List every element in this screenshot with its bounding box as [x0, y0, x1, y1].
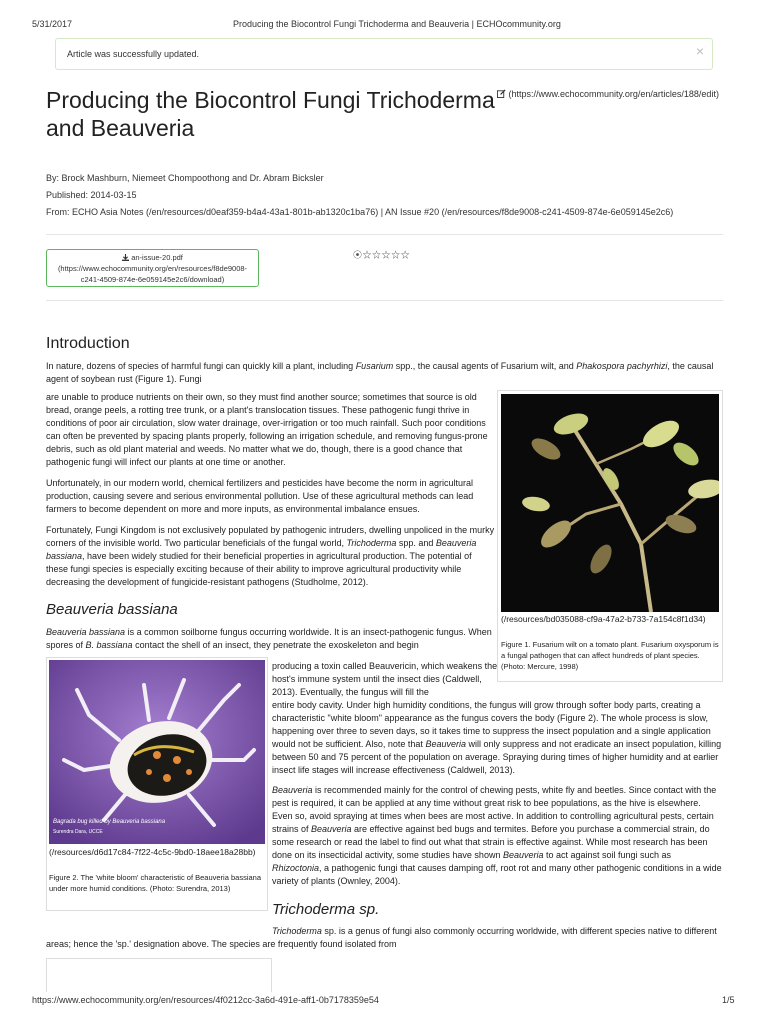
figure-2	[46, 657, 268, 911]
print-page-number: 1/5	[722, 995, 735, 1005]
section-heading-trichoderma: Trichoderma sp.	[272, 901, 380, 918]
published-date: Published: 2014-03-15	[46, 190, 137, 200]
star-rating[interactable]	[353, 249, 410, 262]
alert-message: Article was successfully updated.	[67, 49, 200, 59]
star-icon[interactable]: ☆	[400, 250, 411, 260]
figure-1-caption: Figure 1. Fusarium wilt on a tomato plant. Fusarium oxysporum is a fungal pathogen that can affect hundreds of plant species. (Photo: Mercure, 1998)	[501, 640, 719, 671]
divider	[46, 300, 723, 301]
figure-2-caption: Figure 2. The 'white bloom' characteristic of Beauveria bassiana under more humid conditions. (Photo: Surendra, 2013)	[49, 873, 261, 893]
download-url-1: (https://www.echocommunity.org/en/resources/f8de9008-	[57, 264, 248, 273]
success-alert	[55, 38, 713, 70]
download-url-2: c241-4509-874e-6e059145e2c6/download)	[80, 275, 225, 284]
star-icon[interactable]: ☆	[362, 250, 373, 260]
trichoderma-paragraph-1a: Trichoderma sp. is a genus of fungi also commonly occurring worldwide, with different species native to different	[272, 926, 717, 936]
beauveria-paragraph-2a: producing a toxin called Beauvericin, which weakens the host's immune system until the insect dies (Caldwell, 2013). Eventually, the fungus will fill the	[272, 661, 498, 697]
section-heading-introduction: Introduction	[46, 335, 130, 352]
beauveria-paragraph-1: Beauveria bassiana is a common soilborne fungus occurring worldwide. It is an insect-pathogenic fungus. When spores of B. bassiana contact the shell of an insect, they penetrate the exoskeleton and begin	[46, 627, 492, 650]
photo-label: Bagrada bug killed by Beauveria bassiana	[53, 819, 166, 825]
star-icon[interactable]: ☆	[372, 250, 382, 260]
beauveria-paragraph-3: Beauveria is recommended mainly for the control of chewing pests, white fly and beetles. Since contact with the pest is required, it can be applied at any time without great risk to bee populations, as the hive is elsewhere. Even so, avoid spraying at times when bees are most active. In addition to controlling agricultural pests, certain strains of Beauveria are effective against bed bugs and termites. Before you purchase a commercial strain, do some research or read the label to find out what that strain is effective against. While most research has been done on its insecticidal activity, some studies have shown Beauveria to act against soil fungi such as Rhizoctonia, a pathogenic fungi that causes damping off, root rot and many other pathogenic conditions in a wide variety of plants (Ownley, 2004).	[272, 785, 722, 886]
rating-reset-icon[interactable]: ⦿	[353, 250, 363, 260]
print-date: 5/31/2017	[32, 19, 73, 29]
download-icon	[122, 253, 131, 262]
star-icon[interactable]: ☆	[391, 250, 401, 260]
star-icon[interactable]: ☆	[381, 250, 392, 260]
beauveria-paragraph-2b: entire body cavity. Under high humidity conditions, the fungus will grow through softer body parts, creating a characteristic "white bloom" appearance as the fungus covers the body (Figure 2). The whole process is slow, happening over three to seven days, so it takes time to suppress the insect population and a single application would not be sufficient. Also, note that Beauveria will only suppress and not eradicate an insect population, killing between 50 and 75 percent of the population on average. Spraying during times of higher humidity and at earlier insect life stages will increase effectiveness (Caldwell, 2013).	[272, 700, 722, 775]
intro-paragraph-4: Fortunately, Fungi Kingdom is not exclusively populated by pathogenic intruders, dwelling unpoliced in the murky corners of the invisible world. Two particular beneficials of the fungal world, Trichoderma spp. and Beauveria bassiana, have been widely studied for their beneficial properties in agricultural production. The potential of these fungi species is especially exciting because of their ability to improve agricultural productivity while decreasing the development of fungicide-resistant pathogens (Studholme, 2012).	[46, 525, 495, 587]
authors: By: Brock Mashburn, Niemeet Chompoothong and Dr. Abram Bicksler	[46, 173, 324, 183]
intro-paragraph-3: Unfortunately, in our modern world, chemical fertilizers and pesticides have become the norm in agricultural production, causing severe and serious environmental pollution. Use of these agricultural methods can lead farmers to become dependent on more and more inputs, as environmental imbalance ensues.	[46, 478, 474, 514]
close-icon[interactable]: ×	[695, 43, 704, 59]
section-heading-beauveria: Beauveria bassiana	[46, 601, 178, 618]
print-doc-title: Producing the Biocontrol Fungi Trichoderma and Beauveria | ECHOcommunity.org	[233, 19, 561, 29]
download-pdf-button[interactable]	[46, 249, 259, 287]
figure-1	[497, 390, 723, 682]
figure-1-link[interactable]: (/resources/bd035088-cf9a-47a2-b733-7a154c8f1d34)	[501, 614, 706, 624]
page-title: Producing the Biocontrol Fungi Trichoderma and Beauveria	[46, 87, 495, 141]
trichoderma-paragraph-1b: areas; hence the 'sp.' designation above. The species are frequently found isolated from	[46, 939, 397, 949]
figure-3-placeholder	[46, 958, 272, 992]
source-line: From: ECHO Asia Notes (/en/resources/d0eaf359-b4a4-43a1-801b-ab1320c1ba76) | AN Issue #20 (/en/resources/f8de9008-c241-4509-874e-6e059145e2c6)	[46, 207, 674, 217]
trichoderma-text: sp. is a genus of fungi also commonly occurring worldwide, with different species native to different	[321, 926, 717, 936]
figure-2-link[interactable]: (/resources/d6d17c84-7f22-4c5c-9bd0-18aee18a28bb)	[49, 847, 256, 857]
intro-paragraph-2: are unable to produce nutrients on their own, so they must find another source; sometimes that source is old bread, orange peels, a rotting tree trunk, or a plant's translocation tissues. These pathogenic fungi thrive in conditions of poor air circulation, slow water drainage, over-irrigation or too much rainfall. Such poor conditions can often be prevented by spacing plants properly, following an irrigation schedule, and removing fungus-prone debris, such as old plant material and weeds. No matter what we do, though, there is a good chance that pathogenic fungi will infect our plants at one time or another.	[46, 392, 488, 467]
edit-icon	[497, 89, 509, 99]
bagrada-bug-photo	[49, 660, 265, 844]
tomato-wilt-photo	[501, 394, 719, 612]
divider	[46, 234, 723, 235]
print-url: https://www.echocommunity.org/en/resources/4f0212cc-3a6d-491e-aff1-0b7178359e54	[32, 995, 379, 1005]
edit-link[interactable]	[497, 88, 719, 101]
photo-credit: Surendra Dara, UCCE	[53, 829, 103, 835]
intro-paragraph-1: In nature, dozens of species of harmful fungi can quickly kill a plant, including Fusarium spp., the causal agents of Fusarium wilt, and Phakospora pachyrhizi, the causal agent of soybean rust (Figure 1). Fungi	[46, 361, 714, 384]
edit-link-url: (https://www.echocommunity.org/en/articles/188/edit)	[508, 89, 719, 99]
download-filename: an-issue-20.pdf	[131, 253, 183, 262]
